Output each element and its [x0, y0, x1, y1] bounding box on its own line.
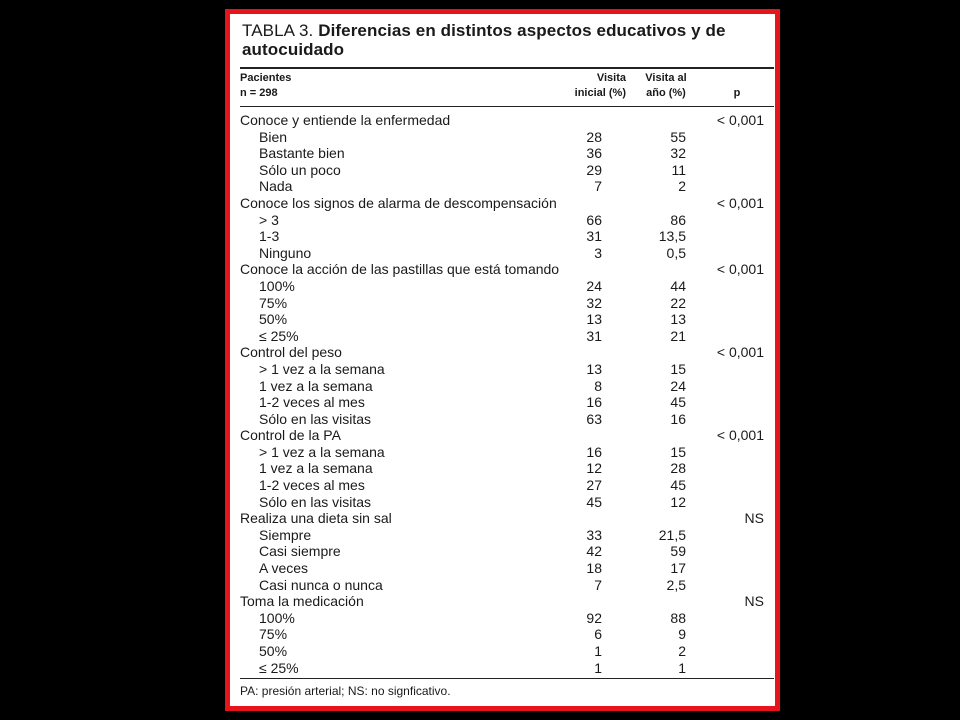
table-row — [230, 129, 775, 146]
table-header — [230, 71, 775, 103]
value-year: 15 — [670, 443, 686, 460]
value-year: 9 — [678, 626, 686, 643]
value-year: 22 — [670, 294, 686, 311]
value-year: 21 — [670, 327, 686, 344]
value-initial: 18 — [586, 560, 602, 577]
value-initial: 66 — [586, 211, 602, 228]
header-visit-initial: Visita inicial (%) — [574, 72, 626, 99]
table-row — [230, 394, 775, 411]
group-row — [230, 112, 775, 129]
value-year: 32 — [670, 145, 686, 162]
table-row — [230, 228, 775, 245]
table-number: TABLA 3. — [242, 21, 314, 40]
value-initial: 7 — [594, 178, 602, 195]
value-initial: 3 — [594, 244, 602, 261]
p-value: NS — [744, 593, 764, 610]
row-label: Nada — [259, 178, 293, 195]
value-initial: 13 — [586, 311, 602, 328]
table-row — [230, 543, 775, 560]
table-row — [230, 610, 775, 627]
row-label: Control de la PA — [240, 427, 341, 444]
value-initial: 6 — [594, 626, 602, 643]
p-value: < 0,001 — [716, 112, 764, 128]
table-row — [230, 295, 775, 312]
value-year: 44 — [670, 277, 686, 294]
header-visit-year: Visita al año (%) — [645, 72, 687, 99]
value-initial: 32 — [586, 294, 602, 311]
value-year: 59 — [670, 543, 686, 560]
row-label: Casi nunca o nunca — [259, 576, 383, 593]
row-label: Realiza una dieta sin sal — [240, 510, 392, 527]
row-label: ≤ 25% — [259, 659, 299, 676]
top-rule — [240, 67, 774, 69]
row-label: Conoce la acción de las pastillas que está tomando — [240, 261, 560, 278]
group-row — [230, 195, 775, 212]
value-initial: 13 — [586, 360, 602, 377]
value-initial: 45 — [586, 493, 602, 510]
value-year: 2 — [678, 643, 686, 659]
group-row — [230, 427, 775, 444]
value-initial: 16 — [586, 443, 602, 460]
table-row — [230, 577, 775, 594]
value-initial: 33 — [586, 526, 602, 543]
row-label: Sólo en las visitas — [259, 410, 372, 427]
value-initial: 12 — [586, 460, 602, 477]
row-label: Siempre — [259, 526, 312, 543]
group-row — [230, 510, 775, 527]
value-year: 55 — [670, 128, 686, 145]
p-value: < 0,001 — [716, 194, 764, 211]
table-row — [230, 460, 775, 477]
value-year: 13,5 — [658, 228, 686, 245]
table-row — [230, 494, 775, 511]
header-patients: Pacientes n = 298 — [240, 72, 292, 99]
value-year: 45 — [670, 477, 686, 494]
value-initial: 7 — [594, 576, 602, 593]
row-label: Conoce los signos de alarma de descompensación — [240, 194, 557, 211]
value-initial: 29 — [586, 161, 602, 178]
value-initial: 1 — [594, 659, 602, 676]
value-year: 11 — [671, 161, 686, 178]
p-value: < 0,001 — [716, 344, 764, 361]
table-row — [230, 245, 775, 262]
row-label: 1 vez a la semana — [259, 460, 373, 477]
row-label: Bastante bien — [259, 145, 345, 162]
value-year: 88 — [670, 609, 686, 626]
row-label: > 1 vez a la semana — [259, 360, 385, 377]
row-label: ≤ 25% — [259, 327, 299, 344]
value-initial: 31 — [586, 228, 602, 245]
header-p: p — [733, 87, 741, 99]
row-label: 1 vez a la semana — [259, 377, 373, 394]
value-year: 2 — [678, 178, 686, 195]
table-row — [230, 212, 775, 229]
row-label: 1-2 veces al mes — [259, 477, 365, 494]
value-year: 1 — [678, 659, 686, 676]
row-label: Conoce y entiende la enfermedad — [240, 112, 451, 128]
table-row — [230, 361, 775, 378]
value-initial: 27 — [586, 477, 602, 494]
table-row — [230, 378, 775, 395]
row-label: 75% — [259, 626, 288, 643]
row-label: Sólo un poco — [259, 161, 341, 178]
value-year: 28 — [670, 460, 686, 477]
value-initial: 63 — [586, 410, 602, 427]
value-initial: 1 — [594, 643, 602, 659]
table-frame — [225, 9, 780, 711]
value-initial: 28 — [586, 128, 602, 145]
value-initial: 8 — [594, 377, 602, 394]
table-row — [230, 477, 775, 494]
value-year: 13 — [670, 311, 686, 328]
value-year: 0,5 — [666, 244, 686, 261]
row-label: Control del peso — [240, 344, 342, 361]
row-label: Toma la medicación — [240, 593, 364, 610]
table-row — [230, 145, 775, 162]
table-row — [230, 527, 775, 544]
row-label: A veces — [259, 560, 309, 577]
table-row — [230, 328, 775, 345]
row-label: 1-2 veces al mes — [259, 394, 365, 411]
row-label: 50% — [259, 643, 288, 659]
table-caption: Diferencias en distintos aspectos educativos y de autocuidado — [242, 21, 726, 59]
p-value: < 0,001 — [716, 261, 764, 278]
table-title — [242, 21, 762, 59]
value-year: 24 — [670, 377, 686, 394]
group-row — [230, 261, 775, 278]
bottom-rule — [240, 678, 774, 679]
row-label: Bien — [259, 128, 288, 145]
row-label: Sólo en las visitas — [259, 493, 372, 510]
table-body — [230, 112, 775, 676]
p-value: NS — [744, 510, 764, 527]
header-rule — [240, 106, 774, 107]
table-row — [230, 311, 775, 328]
table-row — [230, 660, 775, 677]
table-row — [230, 278, 775, 295]
value-year: 16 — [670, 410, 686, 427]
table-row — [230, 560, 775, 577]
value-initial: 16 — [586, 394, 602, 411]
row-label: 50% — [259, 311, 288, 328]
value-year: 15 — [670, 360, 686, 377]
group-row — [230, 593, 775, 610]
value-year: 2,5 — [666, 576, 686, 593]
row-label: 100% — [259, 277, 295, 294]
footnote: PA: presión arterial; NS: no signficativo. — [240, 684, 451, 698]
value-year: 12 — [670, 493, 686, 510]
table-row — [230, 162, 775, 179]
value-initial: 24 — [586, 277, 602, 294]
value-initial: 92 — [586, 609, 602, 626]
table-row — [230, 178, 775, 195]
table-row — [230, 411, 775, 428]
row-label: 75% — [259, 294, 288, 311]
p-value: < 0,001 — [716, 427, 764, 444]
value-initial: 36 — [586, 145, 602, 162]
table-row — [230, 444, 775, 461]
row-label: 1-3 — [259, 228, 280, 245]
value-year: 86 — [670, 211, 686, 228]
group-row — [230, 344, 775, 361]
table-row — [230, 643, 775, 660]
value-initial: 42 — [586, 543, 602, 560]
value-year: 45 — [670, 394, 686, 411]
value-initial: 31 — [586, 327, 602, 344]
row-label: 100% — [259, 609, 295, 626]
row-label: > 3 — [259, 211, 279, 228]
value-year: 17 — [670, 560, 686, 577]
row-label: > 1 vez a la semana — [259, 443, 385, 460]
value-year: 21,5 — [658, 526, 686, 543]
row-label: Casi siempre — [259, 543, 341, 560]
row-label: Ninguno — [259, 244, 312, 261]
table-row — [230, 626, 775, 643]
